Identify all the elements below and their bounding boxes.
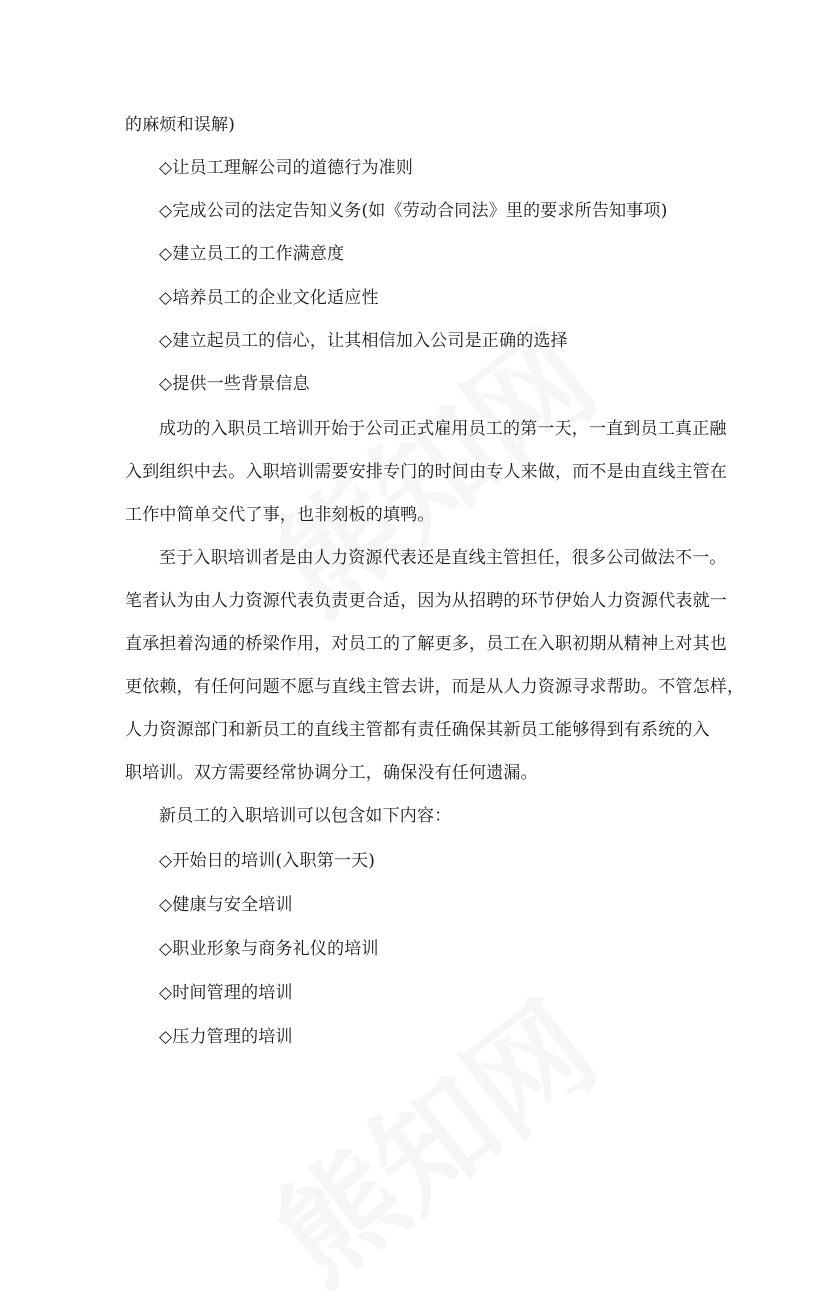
bullet-item: ◇建立员工的工作满意度 (159, 244, 345, 264)
paragraph-line: 至于入职培训者是由人力资源代表还是直线主管担任，很多公司做法不一。 (159, 548, 727, 568)
bullet-item: ◇压力管理的培训 (159, 1027, 293, 1047)
bullet-item: ◇完成公司的法定告知义务(如《劳动合同法》里的要求所告知事项) (159, 201, 668, 221)
bullet-item: ◇让员工理解公司的道德行为准则 (159, 158, 414, 178)
paragraph-line: 入到组织中去。入职培训需要安排专门的时间由专人来做，而不是由直线主管在 (125, 462, 727, 482)
bullet-item: ◇建立起员工的信心，让其相信加入公司是正确的选择 (159, 331, 568, 351)
bullet-item: ◇健康与安全培训 (159, 895, 293, 915)
bullet-item: ◇培养员工的企业文化适应性 (159, 288, 379, 308)
bullet-item: ◇时间管理的培训 (159, 983, 293, 1003)
paragraph-line: 人力资源部门和新员工的直线主管都有责任确保其新员工能够得到有系统的入 (125, 720, 710, 740)
paragraph-line: 更依赖，有任何问题不愿与直线主管去讲，而是从人力资源寻求帮助。不管怎样， (125, 677, 745, 697)
paragraph-line: 笔者认为由人力资源代表负责更合适，因为从招聘的环节伊始人力资源代表就一 (125, 591, 727, 611)
paragraph-line: 职培训。双方需要经常协调分工，确保没有任何遗漏。 (125, 763, 538, 783)
paragraph-line: 直承担着沟通的桥梁作用，对员工的了解更多，员工在入职初期从精神上对其也 (125, 634, 727, 654)
text-line: 的麻烦和误解) (125, 115, 236, 135)
paragraph-line: 新员工的入职培训可以包含如下内容： (159, 806, 452, 826)
bullet-item: ◇开始日的培训(入职第一天) (159, 851, 376, 871)
paragraph-line: 工作中简单交代了事，也非刻板的填鸭。 (125, 505, 435, 525)
bullet-item: ◇职业形象与商务礼仪的培训 (159, 939, 379, 959)
bullet-item: ◇提供一些背景信息 (159, 374, 310, 394)
watermark (235, 957, 625, 1314)
paragraph-line: 成功的入职员工培训开始于公司正式雇用员工的第一天，一直到员工真正融 (159, 419, 727, 439)
